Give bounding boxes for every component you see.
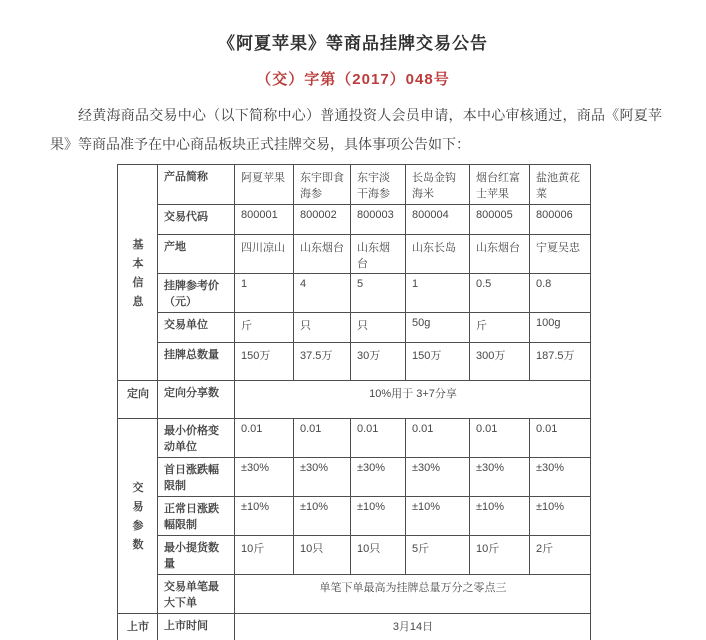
table-cell: 阿夏苹果 (235, 165, 294, 205)
table-cell: ±30% (294, 458, 351, 497)
table-cell: 山东烟台 (470, 235, 530, 274)
table-cell: 0.01 (351, 419, 406, 458)
merged-value-cell: 10%用于 3+7分享 (235, 381, 591, 419)
row-label-cell: 产地 (158, 235, 235, 274)
table-cell: 斤 (235, 313, 294, 343)
table-row (118, 205, 591, 235)
table-cell: 东宇淡干海参 (351, 165, 406, 205)
table-cell: 800003 (351, 205, 406, 235)
table-row (118, 313, 591, 343)
page-title: 《阿夏苹果》等商品挂牌交易公告 (218, 34, 488, 53)
table-cell: 0.8 (530, 274, 591, 313)
table-cell: 800006 (530, 205, 591, 235)
table-cell: 宁夏吴忠 (530, 235, 591, 274)
table-row (118, 536, 591, 575)
group-cell-listing: 上市 (118, 614, 158, 640)
table-cell: ±30% (470, 458, 530, 497)
group-label: 交易参数 (132, 482, 144, 551)
table-cell: 800001 (235, 205, 294, 235)
table-cell: 山东烟台 (294, 235, 351, 274)
group-cell-directed: 定向 (118, 381, 158, 419)
table-cell: 800005 (470, 205, 530, 235)
row-label-cell: 最小价格变动单位 (158, 419, 235, 458)
table-cell: 斤 (470, 313, 530, 343)
table-cell: 800002 (294, 205, 351, 235)
table-cell: 800004 (406, 205, 470, 235)
document-number: （交）字第（2017）048号 (256, 71, 450, 88)
table-cell: ±10% (235, 497, 294, 536)
group-label: 基本信息 (132, 238, 144, 308)
table-cell: 四川凉山 (235, 235, 294, 274)
table-cell: 0.01 (235, 419, 294, 458)
table-cell: ±30% (235, 458, 294, 497)
table-cell: 烟台红富士苹果 (470, 165, 530, 205)
row-label-cell: 正常日涨跌幅限制 (158, 497, 235, 536)
table-row (118, 235, 591, 274)
table-cell: 只 (294, 313, 351, 343)
table-cell: 150万 (235, 343, 294, 381)
row-label-cell: 交易代码 (158, 205, 235, 235)
group-cell-basic-info (118, 165, 158, 381)
table-row (118, 458, 591, 497)
row-label-cell: 挂牌总数量 (158, 343, 235, 381)
group-cell-trading-params (118, 419, 158, 614)
table-row (118, 343, 591, 381)
intro-paragraph: 经黄海商品交易中心（以下简称中心）普通投资人会员申请，本中心审核通过，商品《阿夏苹果》等商品准予在中心商品板块正式挂牌交易，具体事项公告如下： (50, 107, 662, 152)
row-label-cell: 定向分享数 (158, 381, 235, 419)
table-cell: 东宇即食海参 (294, 165, 351, 205)
table-row (118, 274, 591, 313)
table-cell: ±10% (530, 497, 591, 536)
table-cell: 0.01 (530, 419, 591, 458)
table-cell: 只 (351, 313, 406, 343)
table-cell: ±30% (406, 458, 470, 497)
table-cell: ±30% (351, 458, 406, 497)
table-cell: 盐池黄花菜 (530, 165, 591, 205)
table-cell: 150万 (406, 343, 470, 381)
table-cell: ±10% (294, 497, 351, 536)
row-label-cell: 首日涨跌幅限制 (158, 458, 235, 497)
table-cell: 10斤 (470, 536, 530, 575)
row-label-cell: 挂牌参考价（元） (158, 274, 235, 313)
table-cell: 5 (351, 274, 406, 313)
table-row (118, 614, 591, 640)
table-cell: ±30% (530, 458, 591, 497)
table-cell: 2斤 (530, 536, 591, 575)
table-row (118, 381, 591, 419)
table-cell: 50g (406, 313, 470, 343)
table-row (118, 497, 591, 536)
row-label-cell: 交易单笔最大下单 (158, 575, 235, 614)
table-cell: 山东长岛 (406, 235, 470, 274)
row-label-cell: 上市时间 (158, 614, 235, 640)
table-cell: 0.01 (470, 419, 530, 458)
table-row (118, 575, 591, 614)
merged-value-cell: 单笔下单最高为挂牌总量万分之零点三 (235, 575, 591, 614)
table-cell: 187.5万 (530, 343, 591, 381)
table-cell: 山东烟台 (351, 235, 406, 274)
table-cell: 长岛金钩海米 (406, 165, 470, 205)
table-cell: 5斤 (406, 536, 470, 575)
table-cell: 4 (294, 274, 351, 313)
table-row (118, 419, 591, 458)
table-cell: 10只 (294, 536, 351, 575)
table-cell: 10斤 (235, 536, 294, 575)
table-cell: ±10% (351, 497, 406, 536)
table-cell: 1 (235, 274, 294, 313)
table-cell: 100g (530, 313, 591, 343)
row-label-cell: 交易单位 (158, 313, 235, 343)
table-cell: 30万 (351, 343, 406, 381)
table-cell: 0.5 (470, 274, 530, 313)
row-label-cell: 产品简称 (158, 165, 235, 205)
merged-value-cell: 3月14日 (235, 614, 591, 640)
table-cell: 0.01 (294, 419, 351, 458)
table-cell: 300万 (470, 343, 530, 381)
table-cell: 10只 (351, 536, 406, 575)
table-row (118, 165, 591, 205)
row-label-cell: 最小提货数量 (158, 536, 235, 575)
table-cell: 1 (406, 274, 470, 313)
table-cell: ±10% (470, 497, 530, 536)
table-cell: 37.5万 (294, 343, 351, 381)
table-cell: ±10% (406, 497, 470, 536)
listing-table (117, 164, 591, 640)
table-cell: 0.01 (406, 419, 470, 458)
